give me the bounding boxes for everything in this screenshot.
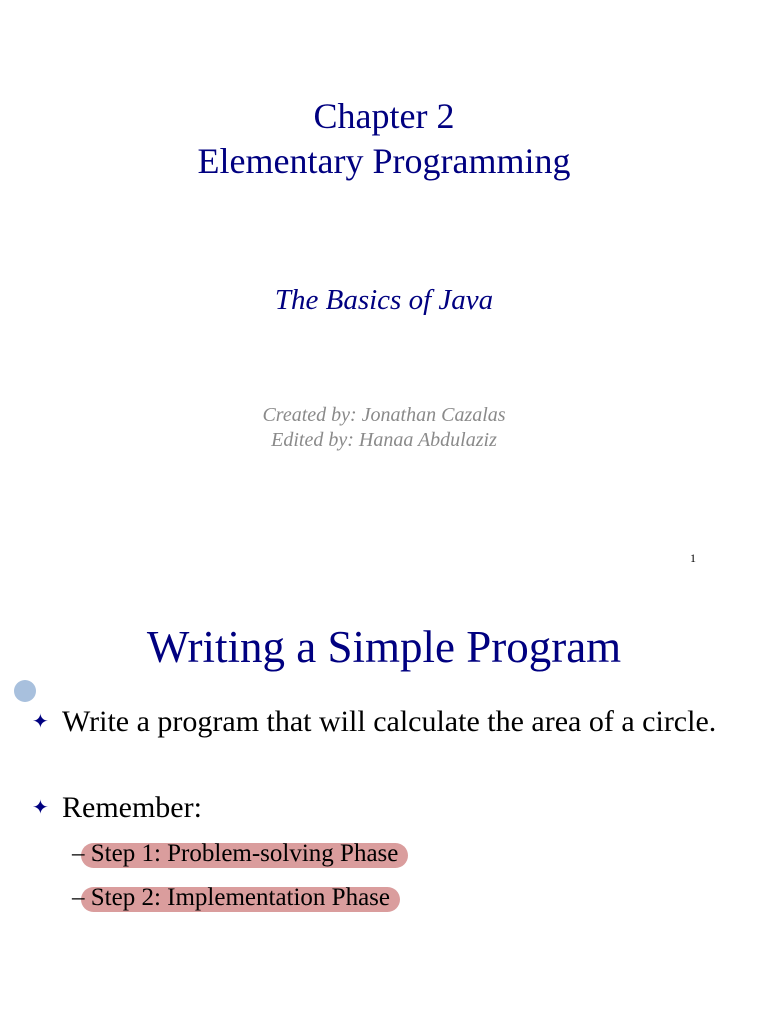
sub-bullet-item [72, 838, 398, 870]
page-number: 1 [690, 551, 696, 565]
bullet-text: Write a program that will calculate the area of a circle. [62, 705, 717, 738]
bullet-item [32, 703, 732, 741]
star-bullet-icon: ✦ [32, 711, 49, 733]
dash-bullet: – [72, 840, 85, 867]
highlighted-step [91, 882, 390, 914]
sub-bullet-item [72, 882, 390, 914]
sub-bullet-text: Step 2: Implementation Phase [90, 884, 391, 911]
highlighted-step [91, 838, 399, 870]
bullet-item [32, 789, 732, 827]
sub-bullet-text: Step 1: Problem-solving Phase [90, 840, 399, 867]
star-bullet-icon: ✦ [32, 797, 49, 819]
content-slide [0, 585, 768, 1024]
dash-bullet: – [72, 884, 85, 911]
edited-by-credit: Edited by: Hanaa Abdulaziz [271, 429, 497, 451]
bullet-text: Remember: [62, 791, 202, 824]
chapter-subtitle: Elementary Programming [197, 141, 571, 181]
decorative-circle-icon [14, 680, 36, 702]
slide-subtitle: The Basics of Java [274, 284, 494, 316]
chapter-title: Chapter 2 [313, 96, 455, 136]
created-by-credit: Created by: Jonathan Cazalas [262, 404, 506, 426]
slide-title: Writing a Simple Program [146, 622, 622, 672]
